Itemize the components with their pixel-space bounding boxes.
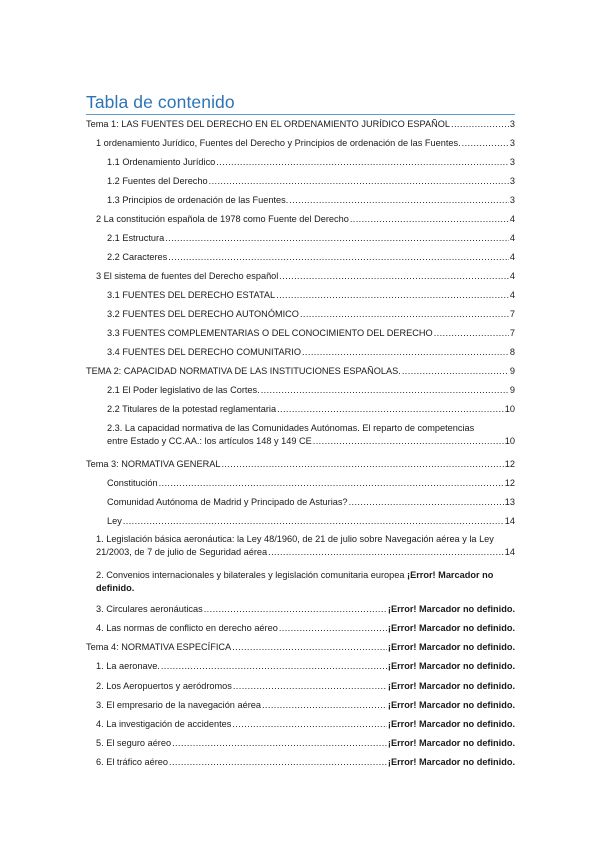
- toc-entry-page: 14: [504, 546, 515, 557]
- toc-entry-page: 3: [509, 157, 515, 167]
- toc-entry-page: 9: [509, 385, 515, 395]
- toc-entry-text: Tema 4: NORMATIVA ESPECÍFICA: [86, 642, 232, 652]
- toc-entry-page: 10: [504, 435, 515, 446]
- toc-entry-text: 3. El empresario de la navegación aérea: [96, 700, 261, 710]
- toc-entry[interactable]: [107, 515, 515, 528]
- toc-entry-error: ¡Error! Marcador no definido.: [387, 604, 515, 614]
- toc-entry[interactable]: [107, 289, 515, 302]
- toc-entry[interactable]: [86, 118, 515, 131]
- toc-entry[interactable]: [96, 569, 515, 594]
- toc-entry-text: 2.2 Caracteres: [107, 252, 168, 262]
- toc-entry-page: 4: [509, 214, 515, 224]
- toc-entry[interactable]: [107, 403, 515, 416]
- toc-entry[interactable]: [86, 365, 515, 378]
- toc-entry[interactable]: [107, 251, 515, 264]
- toc-entry-error: ¡Error! Marcador no: [407, 570, 494, 580]
- toc-entry-text: 2.1 Estructura: [107, 233, 165, 243]
- toc-entry[interactable]: [107, 156, 515, 169]
- toc-entry-page: 12: [504, 478, 515, 488]
- toc-entry-text: 2.1 El Poder legislativo de las Cortes.: [107, 385, 260, 395]
- toc-entry-text: 4. Las normas de conflicto en derecho aéreo: [96, 623, 278, 633]
- toc-entry-text: 1. La aeronave.: [96, 661, 160, 671]
- toc-entry-page: 13: [504, 497, 515, 507]
- toc-entry[interactable]: [107, 346, 515, 359]
- toc-entry-error: ¡Error! Marcador no definido.: [387, 681, 515, 691]
- toc-entry[interactable]: [107, 422, 515, 447]
- toc-entry[interactable]: [96, 213, 515, 226]
- toc-entry-error: ¡Error! Marcador no definido.: [387, 738, 515, 748]
- toc-entry-page: 14: [504, 516, 515, 526]
- toc-entry-text: 2.3. La capacidad normativa de las Comunidades Autónomas. El reparto de competencias: [107, 423, 475, 433]
- toc-entry[interactable]: [96, 737, 515, 750]
- toc-entry-page: 3: [509, 138, 515, 148]
- toc-entry[interactable]: [96, 622, 515, 635]
- toc-entry-text: Ley: [107, 516, 122, 526]
- toc-entry-text: Constitución: [107, 478, 158, 488]
- toc-entry[interactable]: [96, 137, 515, 150]
- toc-entry-text-cont: entre Estado y CC.AA.: los artículos 148 y 149 CE: [107, 435, 312, 446]
- toc-entry[interactable]: [107, 175, 515, 188]
- toc-entry-text: 4. La investigación de accidentes: [96, 719, 232, 729]
- toc-entry-page: 4: [509, 252, 515, 262]
- toc-entry-text: 3.1 FUENTES DEL DERECHO ESTATAL: [107, 290, 276, 300]
- toc-entry-page: 4: [509, 271, 515, 281]
- toc-entry-page: 10: [504, 404, 515, 414]
- toc-entry-text: 3 El sistema de fuentes del Derecho español: [96, 271, 279, 281]
- toc-entry-page: 3: [509, 119, 515, 129]
- toc-entry-text: 2. Los Aeropuertos y aeródromos: [96, 681, 232, 691]
- toc-entry[interactable]: [107, 496, 515, 509]
- toc-entry[interactable]: [96, 660, 515, 673]
- toc-entry-page: 3: [509, 176, 515, 186]
- toc-entry-text: 1 ordenamiento Jurídico, Fuentes del Derecho y Principios de ordenación de las Fuentes.: [96, 138, 461, 148]
- toc-entry[interactable]: [96, 756, 515, 769]
- toc-entry[interactable]: [96, 718, 515, 731]
- toc-entry[interactable]: [107, 477, 515, 490]
- toc-entry-text: 1.2 Fuentes del Derecho: [107, 176, 208, 186]
- toc-entry-text: Comunidad Autónoma de Madrid y Principado de Asturias?: [107, 497, 348, 507]
- toc-entry-page: 12: [504, 459, 515, 469]
- toc-entry-text: 2. Convenios internacionales y bilaterales y legislación comunitaria europea: [96, 570, 405, 580]
- toc-entry[interactable]: [107, 194, 515, 207]
- toc-entry-error: ¡Error! Marcador no definido.: [387, 719, 515, 729]
- toc-entry[interactable]: [107, 308, 515, 321]
- toc-entry-text: 2 La constitución española de 1978 como Fuente del Derecho: [96, 214, 349, 224]
- toc-entry[interactable]: [86, 641, 515, 654]
- toc-entry[interactable]: [96, 270, 515, 283]
- toc-entry-error: ¡Error! Marcador no definido.: [387, 623, 515, 633]
- toc-entry-text: 3. Circulares aeronáuticas: [96, 604, 203, 614]
- toc-entry[interactable]: [107, 232, 515, 245]
- toc-entry-error: ¡Error! Marcador no definido.: [387, 700, 515, 710]
- toc-entry-text: 5. El seguro aéreo: [96, 738, 172, 748]
- toc-entry-text: TEMA 2: CAPACIDAD NORMATIVA DE LAS INSTITUCIONES ESPAÑOLAS.: [86, 366, 401, 376]
- toc-entry-text: 6. El tráfico aéreo: [96, 757, 169, 767]
- toc-entry-error: ¡Error! Marcador no definido.: [387, 661, 515, 671]
- toc-entry-text: Tema 3: NORMATIVA GENERAL: [86, 459, 221, 469]
- toc-entry-page: 9: [509, 366, 515, 376]
- toc-entry-error: ¡Error! Marcador no definido.: [387, 642, 515, 652]
- toc-entry-error: ¡Error! Marcador no definido.: [387, 757, 515, 767]
- toc-entry-page: 8: [509, 347, 515, 357]
- toc-entry[interactable]: [86, 458, 515, 471]
- toc-entry-page: 4: [509, 233, 515, 243]
- toc-entry-text: 3.3 FUENTES COMPLEMENTARIAS O DEL CONOCIMIENTO DEL DERECHO: [107, 328, 433, 338]
- toc-entry[interactable]: [96, 603, 515, 616]
- toc-entry-text: 3.4 FUENTES DEL DERECHO COMUNITARIO: [107, 347, 301, 357]
- toc-entry-text: 2.2 Titulares de la potestad reglamentaria: [107, 404, 277, 414]
- toc-entry-text: 1.1 Ordenamiento Jurídico: [107, 157, 216, 167]
- toc-entry-text: 3.2 FUENTES DEL DERECHO AUTONÓMICO: [107, 309, 299, 319]
- toc-entry[interactable]: [96, 680, 515, 693]
- heading-divider: [86, 114, 515, 115]
- toc-entry-page: 3: [509, 195, 515, 205]
- toc-entry[interactable]: [107, 384, 515, 397]
- toc-entry[interactable]: [96, 699, 515, 712]
- toc-entry-text: 1. Legislación básica aeronáutica: la Ley 48/1960, de 21 de julio sobre Navegación aérea y la Ley: [96, 534, 494, 544]
- toc-entry[interactable]: [107, 327, 515, 340]
- toc-heading: Tabla de contenido: [86, 92, 235, 112]
- toc-entry-page: 4: [509, 290, 515, 300]
- toc-entry-text-cont: 21/2003, de 7 de julio de Seguridad aérea: [96, 546, 268, 557]
- toc-entry-page: 7: [509, 309, 515, 319]
- toc-entry-error-cont: definido.: [96, 582, 135, 593]
- toc-entry-text: 1.3 Principios de ordenación de las Fuentes.: [107, 195, 289, 205]
- toc-entry-text: Tema 1: LAS FUENTES DEL DERECHO EN EL ORDENAMIENTO JURÍDICO ESPAÑOL: [86, 119, 451, 129]
- toc-entry-page: 7: [509, 328, 515, 338]
- toc-entry[interactable]: [96, 533, 515, 558]
